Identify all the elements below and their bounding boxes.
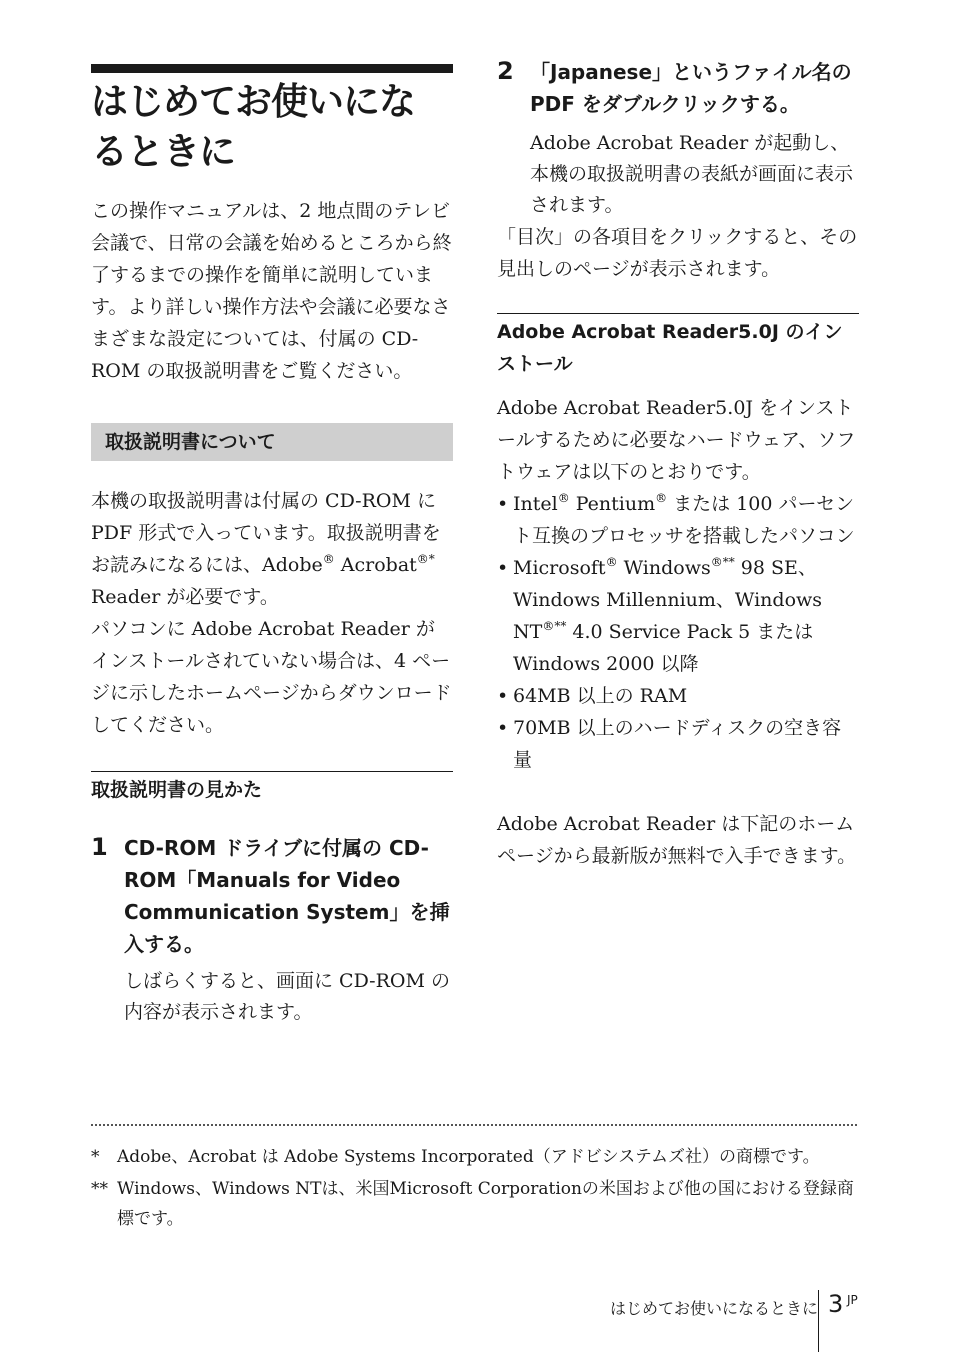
list-item: • 64MB 以上の RAM	[497, 680, 859, 712]
section-heading-install: Adobe Acrobat Reader5.0J のインストール	[497, 313, 859, 380]
list-item: • Microsoft® Windows®** 98 SE、Windows Millennium、Windows NT®** 4.0 Service Pack 5 または Windows 2000 以降	[497, 552, 859, 680]
footnote-1	[91, 1142, 857, 1172]
download-paragraph: Adobe Acrobat Reader は下記のホームページから最新版が無料で入手できます。	[497, 813, 857, 867]
list-item: • Intel® Pentium® または 100 パーセント互換のプロセッサを搭載したパソコン	[497, 488, 859, 552]
step-2	[497, 56, 859, 221]
page-footer	[560, 1290, 870, 1352]
step-2-note: 「目次」の各項目をクリックすると、その見出しのページが表示されます。	[497, 226, 858, 280]
step-description: Adobe Acrobat Reader が起動し、本機の取扱説明書の表紙が画面に表示されます。	[530, 132, 854, 216]
intro-paragraph: この操作マニュアルは、2 地点間のテレビ会議で、日常の会議を始めるところから終了するまでの操作を簡単に説明しています。より詳しい操作方法や会議に必要なさまざまな設定については、付属の CD-ROM の取扱説明書をご覧ください。	[91, 200, 452, 382]
list-item: • 70MB 以上のハードディスクの空き容量	[497, 712, 859, 776]
footer-divider	[818, 1290, 819, 1352]
requirements-list	[497, 488, 859, 776]
right-column	[497, 56, 859, 872]
about-paragraph-2: パソコンに Adobe Acrobat Reader がインストールされていない場合は、4 ページに示したホームページからダウンロードしてください。	[91, 618, 452, 736]
step-number: 2	[497, 57, 514, 85]
section-heading-howto: 取扱説明書の見かた	[91, 771, 453, 804]
step-1	[91, 832, 453, 1028]
section-heading-about-manual: 取扱説明書について	[91, 423, 453, 461]
footnote-text: Adobe、Acrobat は Adobe Systems Incorporated（アドビシステムズ社）の商標です。	[117, 1147, 820, 1167]
page-number: 3	[828, 1290, 844, 1318]
footnote-mark: **	[91, 1179, 108, 1199]
footnote-2	[91, 1174, 857, 1234]
dotted-divider	[91, 1124, 857, 1126]
step-title: CD-ROM ドライブに付属の CD-ROM「Manuals for Video Communication System」を挿入する。	[124, 836, 450, 956]
footnotes	[91, 1124, 857, 1236]
step-title: 「Japanese」というファイル名の PDF をダブルクリックする。	[530, 60, 852, 116]
left-column	[91, 64, 453, 1028]
step-description: しばらくすると、画面に CD-ROM の内容が表示されます。	[124, 970, 450, 1023]
page-title: はじめてお使いにな るときに	[91, 80, 415, 173]
title-rule	[91, 64, 453, 73]
footnote-mark: *	[91, 1147, 100, 1167]
footer-section-label: はじめてお使いになるときに	[609, 1299, 818, 1318]
about-paragraph-1: 本機の取扱説明書は付属の CD-ROM に PDF 形式で入っています。取扱説明書をお読みになるには、Adobe® Acrobat®* Reader が必要です。	[91, 490, 441, 608]
page-language-suffix: JP	[847, 1293, 858, 1307]
step-number: 1	[91, 833, 108, 861]
footnote-text: Windows、Windows NTは、米国Microsoft Corporationの米国および他の国における登録商標です。	[117, 1179, 854, 1229]
install-intro: Adobe Acrobat Reader5.0J をインストールするために必要なハードウェア、ソフトウェアは以下のとおりです。	[497, 397, 856, 483]
